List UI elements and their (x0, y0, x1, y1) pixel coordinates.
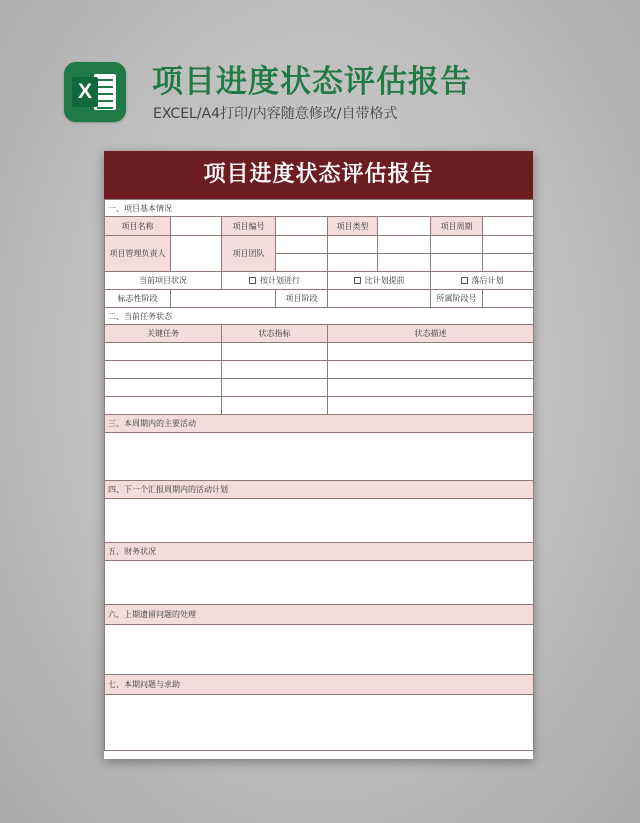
cell-project-name[interactable] (171, 217, 222, 236)
cell-status-desc[interactable] (328, 361, 534, 379)
cell-belong-phase[interactable] (483, 290, 534, 308)
cell-project-type[interactable] (378, 217, 431, 236)
cell-team[interactable] (483, 236, 534, 254)
cell-key-task[interactable] (105, 397, 222, 415)
label-milestone: 标志性阶段 (105, 290, 171, 308)
report-sheet (104, 151, 533, 759)
header-key-task: 关键任务 (105, 325, 222, 343)
option-ahead[interactable] (328, 272, 431, 290)
area-main-activities[interactable] (105, 433, 534, 481)
section-finance: 五、财务状况 (105, 543, 534, 561)
table-row (105, 379, 534, 397)
page-subtitle: EXCEL/A4打印/内容随意修改/自带格式 (153, 106, 398, 122)
table-row (105, 397, 534, 415)
cell-milestone[interactable] (171, 290, 276, 308)
cell-project-no[interactable] (276, 217, 328, 236)
section-task-status: 二、当前任务状态 (105, 308, 534, 325)
label-current-status: 当前项目状况 (105, 272, 222, 290)
page-title: 项目进度状态评估报告 (152, 64, 472, 100)
excel-letter-icon: X (72, 77, 98, 107)
cell-project-cycle[interactable] (483, 217, 534, 236)
option-on-plan-label: 按计划进行 (260, 276, 300, 285)
option-behind[interactable] (431, 272, 534, 290)
report-table (104, 199, 534, 751)
header-status-indicator: 状态指标 (222, 325, 328, 343)
cell-key-task[interactable] (105, 343, 222, 361)
table-row (105, 343, 534, 361)
option-behind-label: 落后计划 (471, 276, 504, 285)
excel-app-icon (64, 62, 126, 122)
label-project-name: 项目名称 (105, 217, 171, 236)
section-next-plan: 四、下一个汇报周期内的活动计划 (105, 481, 534, 499)
checkbox-icon[interactable] (354, 277, 361, 284)
section-basic-info: 一、项目基本情况 (105, 200, 534, 217)
label-project-no: 项目编号 (222, 217, 276, 236)
area-current-issues[interactable] (105, 695, 534, 751)
cell-status-indicator[interactable] (222, 379, 328, 397)
label-project-type: 项目类型 (328, 217, 378, 236)
cell-team[interactable] (328, 236, 378, 254)
cell-manager[interactable] (171, 236, 222, 272)
label-team: 项目团队 (222, 236, 276, 272)
checkbox-icon[interactable] (249, 277, 256, 284)
cell-team[interactable] (378, 254, 431, 272)
cell-status-desc[interactable] (328, 397, 534, 415)
checkbox-icon[interactable] (461, 277, 468, 284)
sheet-title: 项目进度状态评估报告 (104, 151, 533, 199)
area-next-plan[interactable] (105, 499, 534, 543)
cell-team[interactable] (328, 254, 378, 272)
cell-status-indicator[interactable] (222, 361, 328, 379)
area-previous-issues[interactable] (105, 625, 534, 675)
cell-status-indicator[interactable] (222, 343, 328, 361)
cell-team[interactable] (483, 254, 534, 272)
cell-key-task[interactable] (105, 361, 222, 379)
option-on-plan[interactable] (222, 272, 328, 290)
cell-phase[interactable] (328, 290, 431, 308)
section-current-issues: 七、本期问题与求助 (105, 675, 534, 695)
cell-team[interactable] (431, 254, 483, 272)
cell-key-task[interactable] (105, 379, 222, 397)
cell-status-desc[interactable] (328, 343, 534, 361)
header-status-desc: 状态描述 (328, 325, 534, 343)
label-belong-phase: 所属阶段号 (431, 290, 483, 308)
cell-status-desc[interactable] (328, 379, 534, 397)
section-main-activities: 三、本周期内的主要活动 (105, 415, 534, 433)
cell-team[interactable] (276, 254, 328, 272)
section-previous-issues: 六、上期遗留问题的处理 (105, 605, 534, 625)
label-manager: 项目管理负责人 (105, 236, 171, 272)
cell-team[interactable] (378, 236, 431, 254)
area-finance[interactable] (105, 561, 534, 605)
cell-status-indicator[interactable] (222, 397, 328, 415)
table-row (105, 361, 534, 379)
cell-team[interactable] (431, 236, 483, 254)
label-phase: 项目阶段 (276, 290, 328, 308)
label-project-cycle: 项目周期 (431, 217, 483, 236)
option-ahead-label: 比计划提前 (364, 276, 405, 285)
cell-team[interactable] (276, 236, 328, 254)
